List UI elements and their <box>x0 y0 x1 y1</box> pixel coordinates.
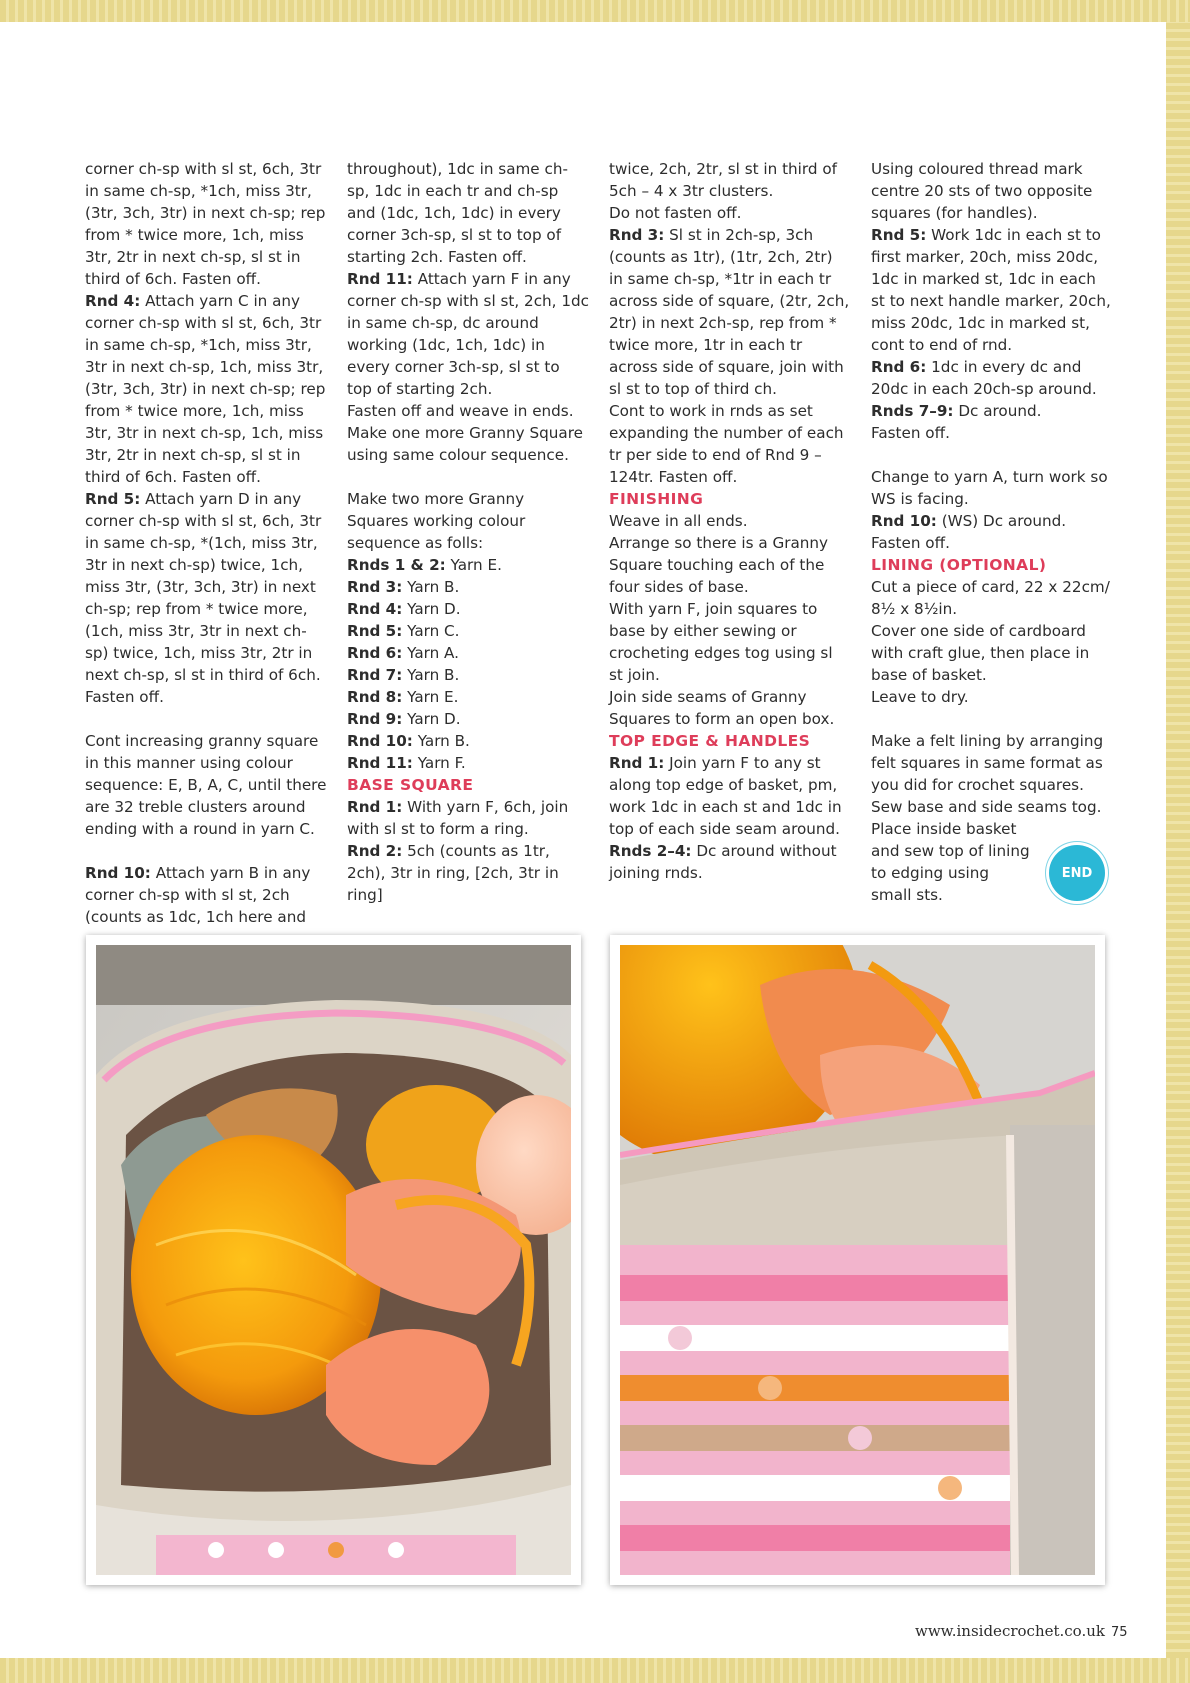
paragraph: Make one more Granny Square using same colour sequence. <box>347 424 583 464</box>
paragraph <box>871 224 1113 356</box>
round-text: Yarn C. <box>402 622 460 640</box>
round-text: Dc around without joining rnds. <box>609 842 837 882</box>
text-column-4 <box>871 158 1113 906</box>
page-border-bottom <box>0 1658 1190 1683</box>
round-label: Rnd 10: <box>85 864 151 882</box>
paragraph <box>347 796 589 840</box>
paragraph: Leave to dry. <box>871 688 969 706</box>
paragraph <box>609 752 851 840</box>
basket-side-photo <box>620 945 1095 1575</box>
basket-top-photo <box>96 945 571 1575</box>
paragraph <box>609 840 851 884</box>
round-label: Rnd 5: <box>347 622 403 640</box>
section-heading: TOP EDGE & HANDLES <box>609 732 811 750</box>
round-text: Yarn A. <box>402 644 460 662</box>
round-text: Yarn E. <box>402 688 459 706</box>
list-item <box>347 620 589 642</box>
round-label: Rnd 1: <box>347 798 403 816</box>
section-heading: FINISHING <box>609 490 704 508</box>
round-text: Dc around. <box>953 402 1042 420</box>
paragraph <box>85 488 327 708</box>
list-item <box>347 730 589 752</box>
round-label: Rnds 2–4: <box>609 842 692 860</box>
round-label: Rnd 4: <box>85 292 141 310</box>
round-label: Rnd 7: <box>347 666 403 684</box>
round-label: Rnd 6: <box>871 358 927 376</box>
round-text: Join yarn F to any st along top edge of basket, pm, work 1dc in each st and 1dc in top of each side seam around. <box>609 754 842 838</box>
round-text: Yarn B. <box>402 666 460 684</box>
round-label: Rnd 11: <box>347 270 413 288</box>
paragraph <box>85 290 327 488</box>
round-text: Yarn B. <box>412 732 470 750</box>
round-text: Attach yarn D in any corner ch-sp with sl st, 6ch, 3tr in same ch-sp, *(1ch, miss 3tr, 3tr in next ch-sp) twice, 1ch, miss 3tr, (3tr, 3ch, 3tr) in next ch-sp; rep from * twice more, (1ch, miss 3tr, 3tr in next ch-sp) twice, 1ch, miss 3tr, 2tr in next ch-sp, sl st in third of 6ch. Fasten off. <box>85 490 322 706</box>
section-heading: LINING (OPTIONAL) <box>871 556 1047 574</box>
paragraph <box>871 510 1113 532</box>
paragraph: Cont increasing granny square in this manner using colour sequence: E, B, A, C, until there are 32 treble clusters around ending with a round in yarn C. <box>85 732 327 838</box>
paragraph: Cut a piece of card, 22 x 22cm/ 8½ x 8½in. <box>871 578 1110 618</box>
round-text: Yarn D. <box>402 600 461 618</box>
paragraph: Make a felt lining by arranging felt squares in same format as you did for crochet squares. <box>871 732 1104 794</box>
round-text: Sl st in 2ch-sp, 3ch (counts as 1tr), (1tr, 2ch, 2tr) in same ch-sp, *1tr in each tr across side of square, (2tr, 2ch, 2tr) in next 2ch-sp, rep from * twice more, 1tr in each tr across side of square, join with sl st to top of third ch. <box>609 226 850 398</box>
round-label: Rnds 1 & 2: <box>347 556 446 574</box>
page-number: 75 <box>1110 1625 1128 1640</box>
round-label: Rnd 11: <box>347 754 413 772</box>
paragraph: Fasten off and weave in ends. <box>347 402 574 420</box>
round-text: Attach yarn F in any corner ch-sp with sl st, 2ch, 1dc in same ch-sp, dc around working (1dc, 1ch, 1dc) in every corner 3ch-sp, sl st to top of starting 2ch. <box>347 270 589 398</box>
section-heading: BASE SQUARE <box>347 776 474 794</box>
website-url[interactable]: www.insidecrochet.co.uk <box>915 1622 1105 1640</box>
list-item <box>347 752 589 774</box>
round-label: Rnd 4: <box>347 600 403 618</box>
paragraph: twice, 2ch, 2tr, sl st in third of 5ch – 4 x 3tr clusters. <box>609 160 837 200</box>
paragraph: Make two more Granny Squares working colour sequence as folls: <box>347 490 526 552</box>
list-item <box>347 708 589 730</box>
round-label: Rnd 1: <box>609 754 665 772</box>
round-label: Rnd 5: <box>85 490 141 508</box>
page-footer <box>915 1622 1128 1640</box>
paragraph: Change to yarn A, turn work so WS is facing. <box>871 468 1108 508</box>
round-label: Rnd 3: <box>609 226 665 244</box>
round-label: Rnd 5: <box>871 226 927 244</box>
text-column-2 <box>347 158 589 906</box>
paragraph: Arrange so there is a Granny Square touching each of the four sides of base. <box>609 534 829 596</box>
paragraph <box>347 268 589 400</box>
round-text: Yarn F. <box>412 754 466 772</box>
round-label: Rnd 10: <box>347 732 413 750</box>
paragraph: Fasten off. <box>871 424 950 442</box>
end-badge: END <box>1049 845 1105 901</box>
paragraph: throughout), 1dc in same ch-sp, 1dc in each tr and ch-sp and (1dc, 1ch, 1dc) in every corner 3ch-sp, sl st to top of starting 2ch. Fasten off. <box>347 160 568 266</box>
paragraph <box>85 862 327 928</box>
list-item <box>347 598 589 620</box>
round-text: Work 1dc in each st to first marker, 20ch, miss 20dc, 1dc in marked st, 1dc in each st to next handle marker, 20ch, miss 20dc, 1dc in marked st, cont to end of rnd. <box>871 226 1111 354</box>
round-text: 1dc in every dc and 20dc in each 20ch-sp around. <box>871 358 1097 398</box>
paragraph <box>871 400 1113 422</box>
text-column-1 <box>85 158 327 928</box>
round-text: 5ch (counts as 1tr, 2ch), 3tr in ring, [2ch, 3tr in ring] <box>347 842 559 904</box>
round-label: Rnd 9: <box>347 710 403 728</box>
paragraph: Cover one side of cardboard with craft glue, then place in base of basket. <box>871 622 1090 684</box>
paragraph: Place inside basket and sew top of lining to edging using small sts. <box>871 820 1030 904</box>
round-label: Rnds 7–9: <box>871 402 954 420</box>
paragraph: Weave in all ends. <box>609 512 748 530</box>
paragraph <box>871 356 1113 400</box>
photo-basket-top-view <box>86 935 581 1585</box>
text-column-3 <box>609 158 851 884</box>
paragraph: Fasten off. <box>871 534 950 552</box>
round-text: Yarn B. <box>402 578 460 596</box>
list-item <box>347 664 589 686</box>
round-text: Yarn D. <box>402 710 461 728</box>
list-item <box>347 576 589 598</box>
round-text: With yarn F, 6ch, join with sl st to form a ring. <box>347 798 569 838</box>
round-label: Rnd 8: <box>347 688 403 706</box>
round-label: Rnd 2: <box>347 842 403 860</box>
paragraph <box>609 224 851 400</box>
paragraph: With yarn F, join squares to base by either sewing or crocheting edges tog using sl st join. <box>609 600 833 684</box>
list-item <box>347 554 589 576</box>
page-border-top <box>0 0 1190 22</box>
page-border-right <box>1166 22 1190 1658</box>
list-item <box>347 686 589 708</box>
paragraph: Do not fasten off. <box>609 204 742 222</box>
round-text: Attach yarn B in any corner ch-sp with sl st, 2ch (counts as 1dc, 1ch here and <box>85 864 311 926</box>
paragraph: Using coloured thread mark centre 20 sts of two opposite squares (for handles). <box>871 160 1093 222</box>
round-label: Rnd 3: <box>347 578 403 596</box>
list-item <box>347 642 589 664</box>
round-label: Rnd 10: <box>871 512 937 530</box>
round-text: Attach yarn C in any corner ch-sp with sl st, 6ch, 3tr in same ch-sp, *1ch, miss 3tr, 3tr in next ch-sp, 1ch, miss 3tr, (3tr, 3ch, 3tr) in next ch-sp; rep from * twice more, 1ch, miss 3tr, 3tr in next ch-sp, 1ch, miss 3tr, 2tr in next ch-sp, sl st in third of 6ch. Fasten off. <box>85 292 326 486</box>
round-text: Yarn E. <box>445 556 502 574</box>
paragraph <box>347 840 589 906</box>
round-label: Rnd 6: <box>347 644 403 662</box>
paragraph: Cont to work in rnds as set expanding the number of each tr per side to end of Rnd 9 – 124tr. Fasten off. <box>609 402 844 486</box>
paragraph: Sew base and side seams tog. <box>871 798 1102 816</box>
paragraph: corner ch-sp with sl st, 6ch, 3tr in same ch-sp, *1ch, miss 3tr, (3tr, 3ch, 3tr) in next ch-sp; rep from * twice more, 1ch, miss 3tr, 2tr in next ch-sp, sl st in third of 6ch. Fasten off. <box>85 160 326 288</box>
round-text: (WS) Dc around. <box>936 512 1067 530</box>
paragraph: Join side seams of Granny Squares to form an open box. <box>609 688 835 728</box>
photo-basket-side-view <box>610 935 1105 1585</box>
